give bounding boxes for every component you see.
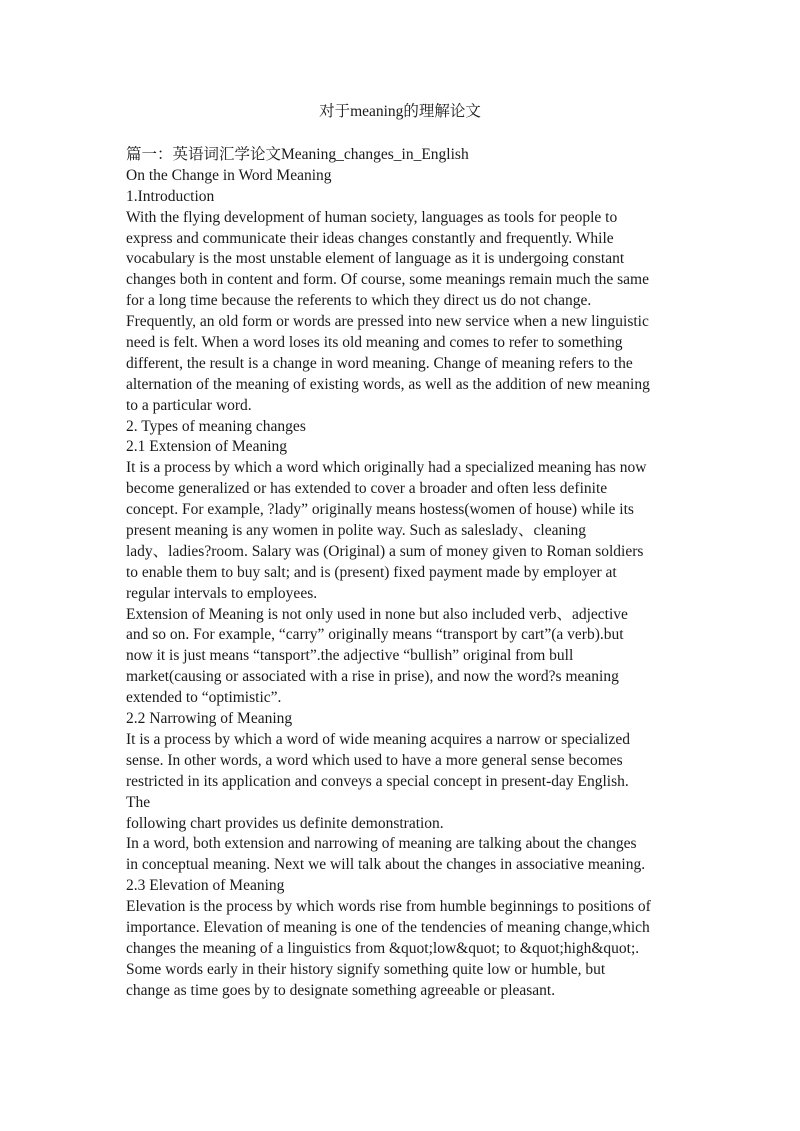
body-line: changes the meaning of a linguistics from &quot;low&quot; to &quot;high&quot;.: [126, 939, 640, 957]
body-line: Some words early in their history signify something quite low or humble, but: [126, 960, 606, 978]
body-line: in conceptual meaning. Next we will talk about the changes in associative meaning.: [126, 856, 646, 874]
body-line: present meaning is any women in polite way. Such as saleslady、cleaning: [126, 522, 587, 540]
body-line: change as time goes by to designate something agreeable or pleasant.: [126, 981, 556, 999]
body-line: different, the result is a change in word meaning. Change of meaning refers to the: [126, 354, 633, 372]
body-line: 2.3 Elevation of Meaning: [126, 877, 285, 895]
body-line: In a word, both extension and narrowing of meaning are talking about the changes: [126, 835, 637, 853]
body-line: Frequently, an old form or words are pressed into new service when a new linguistic: [126, 313, 649, 331]
body-line: changes both in content and form. Of course, some meanings remain much the same: [126, 271, 649, 289]
body-line: importance. Elevation of meaning is one of the tendencies of meaning change,which: [126, 918, 650, 936]
body-line: sense. In other words, a word which used to have a more general sense becomes: [126, 751, 623, 769]
body-line: With the flying development of human society, languages as tools for people to: [126, 208, 618, 226]
body-line: 2.2 Narrowing of Meaning: [126, 710, 293, 728]
document-body: [126, 145, 686, 1002]
body-line: Extension of Meaning is not only used in none but also included verb、adjective: [126, 605, 628, 623]
body-line: The: [126, 793, 151, 811]
body-line: become generalized or has extended to cover a broader and often less definite: [126, 480, 608, 498]
body-line: for a long time because the referents to which they direct us do not change.: [126, 292, 592, 310]
body-line: 1.Introduction: [126, 187, 215, 205]
body-line: to a particular word.: [126, 396, 252, 414]
body-line: It is a process by which a word which originally had a specialized meaning has now: [126, 459, 647, 477]
body-line: 2.1 Extension of Meaning: [126, 438, 288, 456]
body-line: alternation of the meaning of existing words, as well as the addition of new meaning: [126, 375, 650, 393]
body-line: now it is just means “tansport”.the adjective “bullish” original from bull: [126, 647, 574, 665]
body-line: 篇一：英语词汇学论文Meaning_changes_in_English: [126, 146, 469, 163]
body-line: Elevation is the process by which words rise from humble beginnings to positions of: [126, 898, 651, 916]
body-line: 2. Types of meaning changes: [126, 417, 306, 435]
body-line: On the Change in Word Meaning: [126, 166, 332, 184]
body-line: extended to “optimistic”.: [126, 689, 282, 707]
body-line: concept. For example, ?lady” originally means hostess(women of house) while its: [126, 501, 634, 519]
body-line: vocabulary is the most unstable element of language as it is undergoing constant: [126, 250, 625, 268]
body-line: and so on. For example, “carry” originally means “transport by cart”(a verb).but: [126, 626, 624, 644]
body-line: need is felt. When a word loses its old meaning and comes to refer to something: [126, 334, 623, 352]
body-line: market(causing or associated with a rise in prise), and now the word?s meaning: [126, 668, 619, 686]
body-line: restricted in its application and conveys a special concept in present-day English.: [126, 772, 629, 790]
body-line: lady、ladies?room. Salary was (Original) a sum of money given to Roman soldiers: [126, 542, 644, 560]
body-line: express and communicate their ideas changes constantly and frequently. While: [126, 229, 614, 247]
body-line: following chart provides us definite demonstration.: [126, 814, 444, 832]
body-line: regular intervals to employees.: [126, 584, 318, 602]
document-title: 对于meaning的理解论文: [319, 103, 481, 120]
body-line: to enable them to buy salt; and is (present) fixed payment made by employer at: [126, 563, 617, 581]
body-line: It is a process by which a word of wide meaning acquires a narrow or specialized: [126, 730, 630, 748]
